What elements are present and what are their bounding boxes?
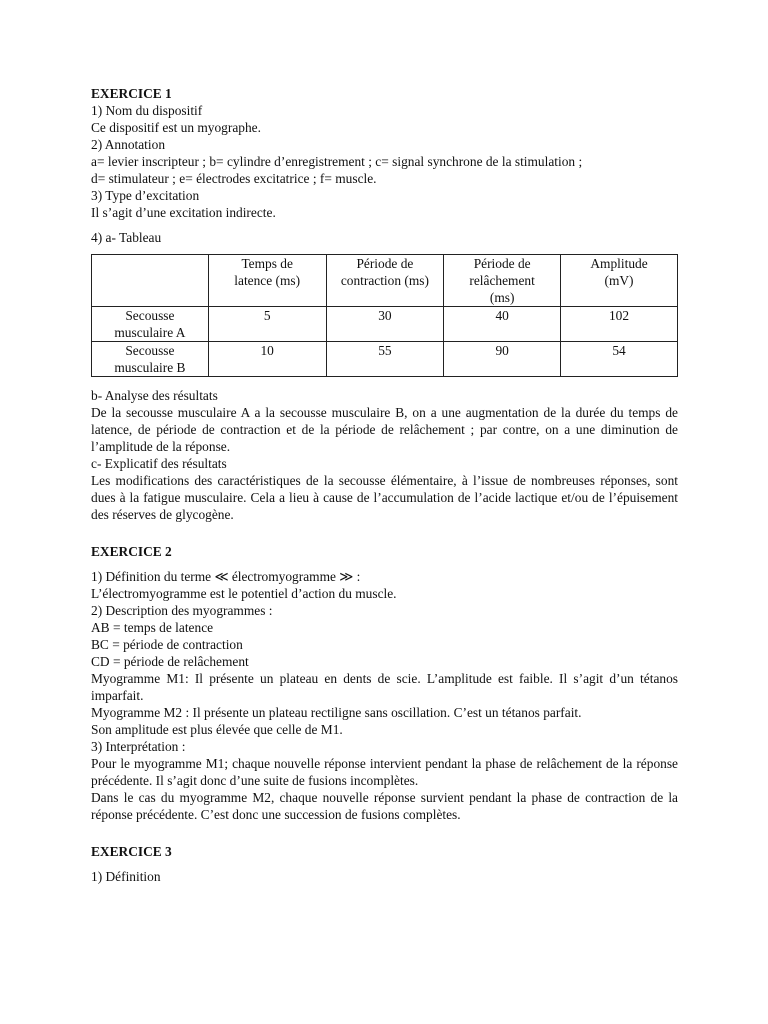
ex2-m2-line: Myogramme M2 : Il présente un plateau rectiligne sans oscillation. C’est un tétanos parfait. (91, 705, 582, 720)
ex1-line: 1) Nom du dispositif (91, 103, 203, 118)
table-header-cell: Amplitude (mV) (561, 255, 678, 307)
ex1-line: d= stimulateur ; e= électrodes excitatrice ; f= muscle. (91, 171, 377, 186)
table-cell: 90 (444, 342, 561, 377)
table-header-row (92, 255, 678, 307)
table-row (92, 307, 678, 342)
document-page (91, 85, 678, 885)
table-cell: 55 (326, 342, 444, 377)
ex2-description-line: BC = période de contraction (91, 637, 243, 652)
ex1-line: 2) Annotation (91, 137, 166, 152)
exercise-2-title: EXERCICE 2 (91, 544, 172, 559)
table-header-cell: Période de relâchement (ms) (444, 255, 561, 307)
ex1-line: Il s’agit d’une excitation indirecte. (91, 205, 276, 220)
ex2-interpretation-text: Pour le myogramme M1; chaque nouvelle réponse intervient pendant la phase de relâchement de la réponse précédente. Il s’agit donc d’une suite de fusions incomplètes. (91, 756, 678, 788)
ex2-interpretation-title: 3) Interprétation : (91, 739, 186, 754)
table-row (92, 342, 678, 377)
ex3-definition-title: 1) Définition (91, 869, 161, 884)
ex2-m1-text: Myogramme M1: Il présente un plateau en dents de scie. L’amplitude est faible. Il s’agit d’un tétanos imparfait. (91, 671, 678, 703)
analysis-text: De la secousse musculaire A a la secousse musculaire B, on a une augmentation de la durée du temps de latence, de période de contraction et de la période de relâchement ; par contre, on a une diminution de l’amplitude de la réponse. (91, 405, 678, 454)
ex2-m2-line: Son amplitude est plus élevée que celle de M1. (91, 722, 343, 737)
explanation-text: Les modifications des caractéristiques de la secousse élémentaire, à l’issue de nombreuses réponses, sont dues à la fatigue musculaire. Cela a lieu à cause de l’accumulation de l’acide lactique et/ou de l’épuisement des réserves de glycogène. (91, 473, 678, 522)
table-cell: 54 (561, 342, 678, 377)
explanation-title: c- Explicatif des résultats (91, 456, 227, 471)
ex2-definition-title: 1) Définition du terme ≪ électromyogramme ≫ : (91, 569, 361, 584)
ex2-definition-text: L’électromyogramme est le potentiel d’action du muscle. (91, 586, 397, 601)
table-cell: 10 (208, 342, 326, 377)
table-cell: Secousse musculaire A (92, 307, 209, 342)
table-cell: 30 (326, 307, 444, 342)
ex2-interpretation-text: Dans le cas du myogramme M2, chaque nouvelle réponse survient pendant la phase de contraction de la réponse précédente. C’est donc une succession de fusions complètes. (91, 790, 678, 822)
table-header-cell: Temps de latence (ms) (208, 255, 326, 307)
table-cell: 5 (208, 307, 326, 342)
analysis-title: b- Analyse des résultats (91, 388, 218, 403)
ex1-line: Ce dispositif est un myographe. (91, 120, 261, 135)
ex1-line: 3) Type d’excitation (91, 188, 200, 203)
ex2-description-line: AB = temps de latence (91, 620, 214, 635)
ex1-line: a= levier inscripteur ; b= cylindre d’enregistrement ; c= signal synchrone de la stimulation ; (91, 154, 583, 169)
table-cell: Secousse musculaire B (92, 342, 209, 377)
table-cell: 40 (444, 307, 561, 342)
table-header-cell (92, 255, 209, 307)
exercise-1-title: EXERCICE 1 (91, 86, 172, 101)
results-table (91, 254, 678, 377)
ex2-description-title: 2) Description des myogrammes : (91, 603, 273, 618)
table-label: 4) a- Tableau (91, 230, 162, 245)
table-cell: 102 (561, 307, 678, 342)
ex2-description-line: CD = période de relâchement (91, 654, 249, 669)
table-header-cell: Période de contraction (ms) (326, 255, 444, 307)
exercise-3-title: EXERCICE 3 (91, 844, 172, 859)
